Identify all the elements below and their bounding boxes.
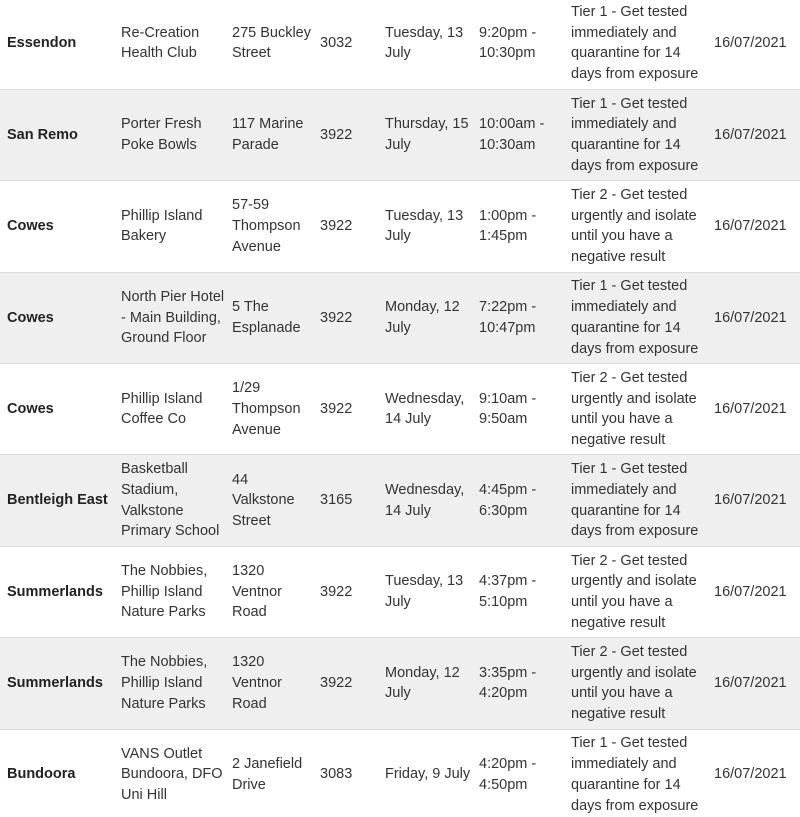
date-added-cell: 16/07/2021 xyxy=(714,126,787,143)
postcode-cell: 3922 xyxy=(320,218,353,235)
table-row xyxy=(0,0,800,89)
tier-cell: Tier 1 - Get tested immediately and quarantine for 14 days from exposure xyxy=(571,4,699,83)
suburb-cell: Cowes xyxy=(7,309,54,326)
site-cell: The Nobbies, Phillip Island Nature Parks xyxy=(121,562,208,621)
site-cell: Basketball Stadium, Valkstone Primary School xyxy=(121,461,220,540)
exposure-date-cell: Monday, 12 July xyxy=(385,299,460,336)
date-added-cell: 16/07/2021 xyxy=(714,583,787,600)
suburb-cell: Cowes xyxy=(7,218,54,235)
exposure-date-cell: Monday, 12 July xyxy=(385,664,460,702)
date-added-cell: 16/07/2021 xyxy=(714,492,787,509)
exposure-time-cell: 9:20pm - 10:30pm xyxy=(479,24,537,62)
exposure-time-cell: 4:37pm - 5:10pm xyxy=(479,573,537,611)
exposure-time-cell: 4:45pm - 6:30pm xyxy=(479,481,537,519)
tier-cell: Tier 2 - Get tested urgently and isolate until you have a negative result xyxy=(571,644,697,723)
postcode-cell: 3083 xyxy=(320,766,353,783)
suburb-cell: Essendon xyxy=(7,35,77,52)
exposure-date-cell: Tuesday, 13 July xyxy=(385,24,464,62)
site-cell: Re-Creation Health Club xyxy=(121,24,200,62)
exposure-date-cell: Tuesday, 13 July xyxy=(385,573,464,611)
suburb-cell: Summerlands xyxy=(7,583,103,600)
exposure-time-cell: 10:00am - 10:30am xyxy=(479,116,545,154)
site-cell: North Pier Hotel - Main Building, Ground Floor xyxy=(121,288,225,347)
exposure-date-cell: Thursday, 15 July xyxy=(385,116,469,154)
exposure-date-cell: Wednesday, 14 July xyxy=(385,481,465,519)
tier-cell: Tier 2 - Get tested urgently and isolate until you have a negative result xyxy=(571,369,697,448)
tier-cell: Tier 1 - Get tested immediately and quarantine for 14 days from exposure xyxy=(571,278,699,357)
exposure-date-cell: Friday, 9 July xyxy=(385,766,471,783)
tier-cell: Tier 1 - Get tested immediately and quarantine for 14 days from exposure xyxy=(571,461,699,540)
date-added-cell: 16/07/2021 xyxy=(714,675,787,692)
tier-cell: Tier 2 - Get tested urgently and isolate until you have a negative result xyxy=(571,187,697,266)
postcode-cell: 3922 xyxy=(320,583,353,600)
suburb-cell: Bundoora xyxy=(7,766,76,783)
site-cell: The Nobbies, Phillip Island Nature Parks xyxy=(121,654,208,712)
exposure-date-cell: Tuesday, 13 July xyxy=(385,207,464,245)
table-row xyxy=(0,638,800,729)
date-added-cell: 16/07/2021 xyxy=(714,35,787,52)
site-cell: Phillip Island Bakery xyxy=(121,207,203,245)
date-added-cell: 16/07/2021 xyxy=(714,218,787,235)
exposure-time-cell: 3:35pm - 4:20pm xyxy=(479,664,537,702)
address-cell: 1320 Ventnor Road xyxy=(232,562,282,621)
exposure-time-cell: 7:22pm - 10:47pm xyxy=(479,299,537,336)
site-cell: VANS Outlet Bundoora, DFO Uni Hill xyxy=(121,745,223,804)
site-cell: Phillip Island Coffee Co xyxy=(121,390,203,428)
table-row xyxy=(0,272,800,363)
table-row xyxy=(0,89,800,180)
address-cell: 275 Buckley Street xyxy=(232,24,311,62)
address-cell: 1320 Ventnor Road xyxy=(232,654,282,712)
postcode-cell: 3922 xyxy=(320,126,353,143)
table-row xyxy=(0,455,800,546)
suburb-cell: Cowes xyxy=(7,400,54,417)
postcode-cell: 3922 xyxy=(320,400,353,417)
postcode-cell: 3922 xyxy=(320,675,353,692)
date-added-cell: 16/07/2021 xyxy=(714,309,787,326)
suburb-cell: Summerlands xyxy=(7,675,103,692)
postcode-cell: 3032 xyxy=(320,35,353,52)
date-added-cell: 16/07/2021 xyxy=(714,766,787,783)
table-row xyxy=(0,729,800,817)
address-cell: 2 Janefield Drive xyxy=(232,756,303,793)
site-cell: Porter Fresh Poke Bowls xyxy=(121,116,202,154)
exposure-date-cell: Wednesday, 14 July xyxy=(385,390,465,428)
address-cell: 57-59 Thompson Avenue xyxy=(232,197,301,255)
tier-cell: Tier 1 - Get tested immediately and quarantine for 14 days from exposure xyxy=(571,735,699,814)
address-cell: 5 The Esplanade xyxy=(232,299,301,336)
suburb-cell: San Remo xyxy=(7,126,78,143)
tier-cell: Tier 2 - Get tested urgently and isolate until you have a negative result xyxy=(571,552,697,631)
suburb-cell: Bentleigh East xyxy=(7,492,108,509)
table-row xyxy=(0,181,800,272)
address-cell: 117 Marine Parade xyxy=(232,116,304,154)
address-cell: 44 Valkstone Street xyxy=(232,471,295,529)
postcode-cell: 3165 xyxy=(320,492,353,509)
tier-cell: Tier 1 - Get tested immediately and quarantine for 14 days from exposure xyxy=(571,95,699,174)
table-row xyxy=(0,546,800,637)
exposure-time-cell: 1:00pm - 1:45pm xyxy=(479,207,537,245)
exposure-time-cell: 9:10am - 9:50am xyxy=(479,390,537,428)
exposure-time-cell: 4:20pm - 4:50pm xyxy=(479,756,537,793)
date-added-cell: 16/07/2021 xyxy=(714,400,787,417)
table-row xyxy=(0,364,800,455)
postcode-cell: 3922 xyxy=(320,309,353,326)
address-cell: 1/29 Thompson Avenue xyxy=(232,380,301,438)
